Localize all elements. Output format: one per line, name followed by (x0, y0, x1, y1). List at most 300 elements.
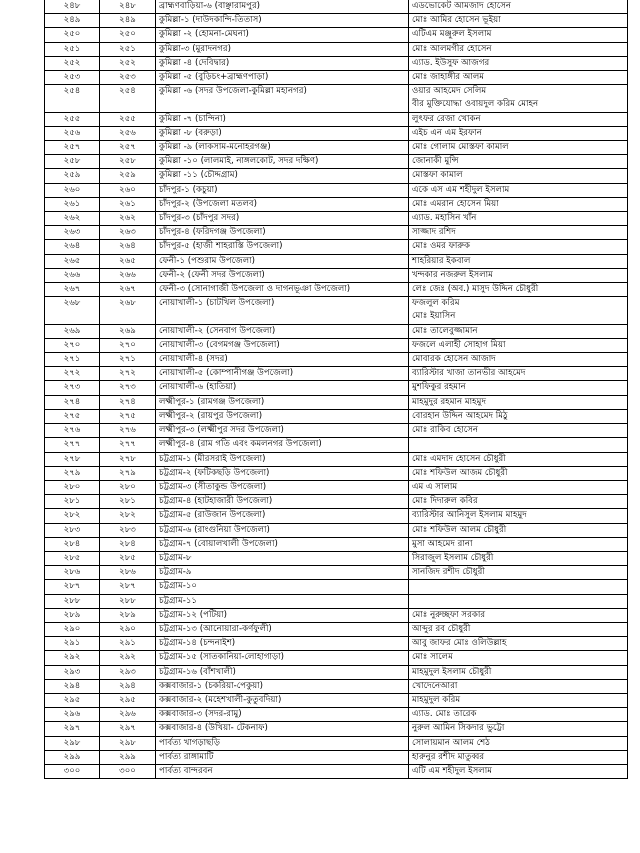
seat-number-cell: ২৮০ (100, 480, 156, 494)
constituency-cell: চট্টগ্রাম-১৬ (বাঁশখালী) (156, 665, 409, 679)
candidate-name: সোলায়মান আলম শেঠ (412, 737, 490, 748)
constituency-cell: চট্টগ্রাম-২ (ফটিকছড়ি উপজেলা) (156, 466, 409, 480)
table-row (45, 409, 628, 423)
serial-cell: ২৯২ (45, 651, 100, 665)
constituency-cell: লক্ষ্মীপুর-১ (রামগঞ্জ উপজেলা) (156, 395, 409, 409)
table-row (45, 169, 628, 183)
serial-cell: ২৭৬ (45, 424, 100, 438)
serial-cell: ২৮৯ (45, 608, 100, 622)
table-row (45, 523, 628, 537)
constituency-cell: কক্সবাজার-৪ (উখিয়া- টেকনাফ) (156, 722, 409, 736)
table-row (45, 254, 628, 268)
table-row (45, 42, 628, 56)
candidate-name: জোনাকী মুন্সি (412, 156, 459, 167)
table-row (45, 424, 628, 438)
constituency-cell: চাঁদপুর-৪ (ফরিদগঞ্জ উপজেলা) (156, 226, 409, 240)
seat-number-cell: ২৯৪ (100, 679, 156, 693)
constituency-cell: চট্টগ্রাম-১৪ (চন্দনাইশ) (156, 637, 409, 651)
constituency-cell: কক্সবাজার-১ (চকরিয়া-পেকুয়া) (156, 679, 409, 693)
constituency-cell: পার্বত্য রাঙ্গামাটি (156, 750, 409, 764)
table-row (45, 71, 628, 85)
candidate-table-body (45, 0, 628, 779)
serial-cell: ২৮৮ (45, 594, 100, 608)
candidate-cell (409, 395, 628, 409)
seat-number-cell: ২৯৩ (100, 665, 156, 679)
candidate-cell (409, 495, 628, 509)
seat-number-cell: ২৭০ (100, 338, 156, 352)
table-row (45, 665, 628, 679)
constituency-cell: চট্টগ্রাম-৭ (বোয়ালখালী উপজেলা) (156, 537, 409, 551)
constituency-cell: চট্টগ্রাম-১১ (156, 594, 409, 608)
candidate-name: এটি এম শহীদুল ইসলাম (412, 765, 492, 776)
serial-cell: ২৯৬ (45, 708, 100, 722)
seat-number-cell: ২৫১ (100, 42, 156, 56)
serial-cell: ২৮৬ (45, 566, 100, 580)
serial-cell: ২৮৭ (45, 580, 100, 594)
candidate-name: মোঃ এমরান হোসেন মিয়া (412, 198, 499, 209)
candidate-name: খোদেনেআরা (412, 680, 458, 691)
serial-cell: ২৫৪ (45, 85, 100, 112)
serial-cell: ২৫৬ (45, 126, 100, 140)
table-row (45, 353, 628, 367)
candidate-cell (409, 424, 628, 438)
table-row (45, 28, 628, 42)
candidate-cell (409, 708, 628, 722)
table-row (45, 736, 628, 750)
candidate-name: আবু জাফর মোঃ ওলিউল্লাহ (412, 638, 507, 649)
seat-number-cell: ২৬৬ (100, 268, 156, 282)
constituency-cell: কুমিল্লা -৭ (চান্দিনা) (156, 112, 409, 126)
constituency-cell: কুমিল্লা -৫ (বুড়িচং+ব্রাহ্মণপাড়া) (156, 71, 409, 85)
candidate-name: মোঃ জাহাঙ্গীর আলম (412, 72, 485, 83)
table-row (45, 750, 628, 764)
constituency-cell: কক্সবাজার-২ (মহেশখালী-কুতুবদিয়া) (156, 693, 409, 707)
candidate-name: খন্দকার নজরুল ইসলাম (412, 269, 493, 280)
constituency-cell: চট্টগ্রাম-৩ (সীতাকুন্ড উপজেলা) (156, 480, 409, 494)
constituency-cell: চট্টগ্রাম-৯ (156, 566, 409, 580)
candidate-name: মোঃ আমির হোসেন ভূইয়া (412, 15, 501, 26)
seat-number-cell: ২৭৯ (100, 466, 156, 480)
table-row (45, 112, 628, 126)
serial-cell: ২৫৭ (45, 141, 100, 155)
candidate-name: মোঃ আলমগীর হোসেন (412, 43, 492, 54)
candidate-name: মাহমুদুল ইসলাম চৌধুরী (412, 666, 492, 677)
table-row (45, 480, 628, 494)
constituency-cell: কুমিল্লা-১ (দাউদকান্দি-তিতাস) (156, 14, 409, 28)
seat-number-cell: ২৫৫ (100, 112, 156, 126)
seat-number-cell: ২৭১ (100, 353, 156, 367)
candidate-name: ব্যারিস্টার খাজা তানভীর আহমেদ (412, 368, 526, 379)
table-row (45, 283, 628, 297)
serial-cell: ৩০০ (45, 764, 100, 778)
candidate-name: ফজলুল করিম (412, 298, 460, 309)
table-row (45, 509, 628, 523)
candidate-cell (409, 353, 628, 367)
candidate-cell (409, 551, 628, 565)
constituency-cell: লক্ষ্মীপুর-২ (রায়পুর উপজেলা) (156, 409, 409, 423)
candidate-name: সাজ্জাদ রশিদ (412, 227, 456, 238)
seat-number-cell: ২৮৮ (100, 594, 156, 608)
candidate-cell (409, 566, 628, 580)
table-row (45, 679, 628, 693)
table-row (45, 395, 628, 409)
constituency-cell: চট্টগ্রাম-৮ (156, 551, 409, 565)
candidate-name: মুশফিকুর রহমান (412, 382, 466, 393)
candidate-name: শাহরিয়ার ইকবাল (412, 255, 471, 266)
table-row (45, 466, 628, 480)
serial-cell: ২৬২ (45, 212, 100, 226)
seat-number-cell: ২৯৯ (100, 750, 156, 764)
candidate-name: এডভোকেট আমজাদ হোসেন (412, 1, 512, 11)
candidate-name: মোঃ নুরুচ্ছফা সরকার (412, 609, 486, 620)
candidate-cell (409, 169, 628, 183)
serial-cell: ২৯৮ (45, 736, 100, 750)
constituency-cell: নোয়াখালী-৬ (হাতিয়া) (156, 381, 409, 395)
candidate-name: লুৎফর রেজা খোকন (412, 113, 481, 124)
constituency-cell: কুমিল্লা -১১ (চৌদ্দগ্রাম) (156, 169, 409, 183)
constituency-cell: লক্ষ্মীপুর-৩ (লক্ষ্মীপুর সদর উপজেলা) (156, 424, 409, 438)
serial-cell: ২৬৮ (45, 297, 100, 324)
constituency-cell: কুমিল্লা -২ (হোমনা-মেঘনা) (156, 28, 409, 42)
candidate-name: মোঃ তালেবুজ্জামান (412, 325, 478, 336)
table-row (45, 693, 628, 707)
candidate-cell (409, 268, 628, 282)
constituency-cell: নোয়াখালী-১ (চাটখিল উপজেলা) (156, 297, 409, 324)
seat-number-cell: ২৬৪ (100, 240, 156, 254)
constituency-cell: চাঁদপুর-১ (কচুয়া) (156, 183, 409, 197)
candidate-cell (409, 764, 628, 778)
candidate-cell (409, 14, 628, 28)
candidate-name: মোঃ ইয়াসিন (412, 311, 456, 322)
candidate-cell (409, 85, 628, 112)
seat-number-cell: ২৯১ (100, 637, 156, 651)
table-row (45, 141, 628, 155)
candidate-name: এইচ এন এম ইরফান (412, 127, 482, 138)
candidate-cell (409, 409, 628, 423)
table-row (45, 324, 628, 338)
seat-number-cell: ২৫৪ (100, 85, 156, 112)
serial-cell: ২৫৩ (45, 71, 100, 85)
table-row (45, 14, 628, 28)
candidate-name: আব্দুর রব চৌধুরী (412, 623, 471, 634)
table-row (45, 608, 628, 622)
table-row (45, 764, 628, 778)
candidate-cell (409, 240, 628, 254)
table-row (45, 85, 628, 112)
candidate-cell (409, 0, 628, 14)
candidate-name: নুরুল আমিন সিকদার ভুট্টো (412, 723, 505, 734)
seat-number-cell: ২৫৯ (100, 169, 156, 183)
serial-cell: ২৪৯ (45, 14, 100, 28)
candidate-name: ওয়ার আহমেদ সেলিম (412, 86, 487, 97)
serial-cell: ২৮১ (45, 495, 100, 509)
candidate-name: মুসা আহমেদ রানা (412, 538, 473, 549)
serial-cell: ২৯১ (45, 637, 100, 651)
candidate-cell (409, 56, 628, 70)
serial-cell: ২৫১ (45, 42, 100, 56)
serial-cell: ২৬১ (45, 197, 100, 211)
candidate-cell (409, 141, 628, 155)
candidate-cell (409, 509, 628, 523)
candidate-name: এ্যাড. ইউসুফ আজগর (412, 57, 490, 68)
serial-cell: ২৫৫ (45, 112, 100, 126)
candidate-cell (409, 438, 628, 452)
seat-number-cell: ২৯৭ (100, 722, 156, 736)
candidate-cell (409, 722, 628, 736)
serial-cell: ২৯৪ (45, 679, 100, 693)
candidate-cell (409, 537, 628, 551)
seat-number-cell: ২৯২ (100, 651, 156, 665)
serial-cell: ২৫৯ (45, 169, 100, 183)
serial-cell: ২৯৭ (45, 722, 100, 736)
serial-cell: ২৯০ (45, 622, 100, 636)
seat-number-cell: ২৯৫ (100, 693, 156, 707)
table-row (45, 452, 628, 466)
seat-number-cell: ২৬৫ (100, 254, 156, 268)
candidate-cell (409, 594, 628, 608)
serial-cell: ২৫৮ (45, 155, 100, 169)
serial-cell: ২৫২ (45, 56, 100, 70)
constituency-cell: কুমিল্লা -৪ (দেবিদ্বার) (156, 56, 409, 70)
candidate-list-sheet (44, 0, 627, 779)
seat-number-cell: ২৭৭ (100, 438, 156, 452)
candidate-cell (409, 324, 628, 338)
serial-cell: ২৯৫ (45, 693, 100, 707)
constituency-cell: নোয়াখালী-৫ (কোম্পানীগঞ্জ উপজেলা) (156, 367, 409, 381)
constituency-cell: নোয়াখালী-৪ (সদর) (156, 353, 409, 367)
seat-number-cell: ২৭৩ (100, 381, 156, 395)
candidate-name: মোঃ দিদারুল কবির (412, 496, 478, 507)
table-row (45, 580, 628, 594)
seat-number-cell: ২৮৯ (100, 608, 156, 622)
candidate-cell (409, 183, 628, 197)
candidate-cell (409, 226, 628, 240)
candidate-name: মাহমুদুর রহমান মাহমুদ (412, 396, 486, 407)
seat-number-cell: ২৮৭ (100, 580, 156, 594)
table-row (45, 183, 628, 197)
serial-cell: ২৭৪ (45, 395, 100, 409)
candidate-name: মোঃ শফিউল আলম চৌধুরী (412, 524, 507, 535)
table-row (45, 495, 628, 509)
constituency-cell: লক্ষ্মীপুর-৪ (রাম গতি এবং কমলনগর উপজেলা) (156, 438, 409, 452)
candidate-name: ফজলে এলাহী সোহাগ মিয়া (412, 339, 506, 350)
seat-number-cell: ২৫৮ (100, 155, 156, 169)
candidate-name: বোরহান উদ্দিন আহমেদ মিঠু (412, 410, 508, 421)
candidate-cell (409, 283, 628, 297)
candidate-name: এ্যাড. মোঃ তারেক (412, 709, 477, 720)
serial-cell: ২৬৪ (45, 240, 100, 254)
table-row (45, 651, 628, 665)
constituency-cell: কুমিল্লা-৩ (মুরাদনগর) (156, 42, 409, 56)
candidate-cell (409, 212, 628, 226)
table-row (45, 212, 628, 226)
constituency-cell: ফেনী-১ (পশুরাম উপজেলা) (156, 254, 409, 268)
candidate-cell (409, 608, 628, 622)
candidate-cell (409, 155, 628, 169)
candidate-cell (409, 71, 628, 85)
constituency-cell: চট্টগ্রাম-৫ (রাউজান উপজেলা) (156, 509, 409, 523)
candidate-name: মোস্তফা কামাল (412, 170, 463, 181)
constituency-cell: চট্টগ্রাম-১২ (পটিয়া) (156, 608, 409, 622)
seat-number-cell: ২৮৪ (100, 537, 156, 551)
candidate-cell (409, 750, 628, 764)
serial-cell: ২৬৩ (45, 226, 100, 240)
seat-number-cell: ২৮৩ (100, 523, 156, 537)
seat-number-cell: ৩০০ (100, 764, 156, 778)
table-row (45, 551, 628, 565)
table-row (45, 56, 628, 70)
candidate-cell (409, 126, 628, 140)
serial-cell: ২৬৭ (45, 283, 100, 297)
constituency-cell: চাঁদপুর-৫ (হাজী শাহরাস্তি উপজেলা) (156, 240, 409, 254)
seat-number-cell: ২৪৯ (100, 14, 156, 28)
candidate-name: সিরাজুল ইসলাম চৌধুরী (412, 552, 494, 563)
candidate-cell (409, 28, 628, 42)
seat-number-cell: ২৫০ (100, 28, 156, 42)
serial-cell: ২৭৩ (45, 381, 100, 395)
seat-number-cell: ২৭৬ (100, 424, 156, 438)
candidate-name: বীর মুক্তিযোদ্ধা ওবায়দুল করিম মোহন (412, 99, 539, 110)
candidate-cell (409, 466, 628, 480)
candidate-cell (409, 197, 628, 211)
seat-number-cell: ২৮১ (100, 495, 156, 509)
table-row (45, 708, 628, 722)
candidate-cell (409, 736, 628, 750)
constituency-cell: নোয়াখালী-২ (সেনবাগ উপজেলা) (156, 324, 409, 338)
seat-number-cell: ২৬৩ (100, 226, 156, 240)
constituency-cell: চাঁদপুর-৩ (চাঁদপুর সদর) (156, 212, 409, 226)
seat-number-cell: ২৪৮ (100, 0, 156, 14)
table-row (45, 537, 628, 551)
serial-cell: ২৮৩ (45, 523, 100, 537)
candidate-cell (409, 367, 628, 381)
candidate-cell (409, 297, 628, 324)
candidate-name: ব্যারিস্টার আনিসুল ইসলাম মাহমুদ (412, 510, 527, 521)
serial-cell: ২৬৫ (45, 254, 100, 268)
serial-cell: ২৭৮ (45, 452, 100, 466)
serial-cell: ২৭১ (45, 353, 100, 367)
serial-cell: ২৭৭ (45, 438, 100, 452)
candidate-cell (409, 665, 628, 679)
candidate-cell (409, 580, 628, 594)
table-row (45, 381, 628, 395)
serial-cell: ২৭০ (45, 338, 100, 352)
seat-number-cell: ২৬৮ (100, 297, 156, 324)
candidate-name: মোঃ গোলাম মোস্তফা কামাল (412, 142, 509, 153)
candidate-cell (409, 480, 628, 494)
serial-cell: ২৫০ (45, 28, 100, 42)
table-row (45, 367, 628, 381)
serial-cell: ২৮৪ (45, 537, 100, 551)
candidate-table (44, 0, 628, 779)
serial-cell: ২৪৮ (45, 0, 100, 14)
candidate-cell (409, 651, 628, 665)
table-row (45, 226, 628, 240)
constituency-cell: চট্টগ্রাম-১৫ (সাতকানিয়া-লোহাগাড়া) (156, 651, 409, 665)
constituency-cell: চট্টগ্রাম-১৩ (আনোয়ারা-কর্ণফুলী) (156, 622, 409, 636)
constituency-cell: কুমিল্লা -৮ (বরুড়া) (156, 126, 409, 140)
candidate-name: এটিএম মঞ্জুরুল ইসলাম (412, 29, 492, 40)
seat-number-cell: ২৫৭ (100, 141, 156, 155)
candidate-name: লেঃ জেঃ (অব.) মাসুদ উদ্দিন চৌধুরী (412, 284, 539, 295)
candidate-cell (409, 112, 628, 126)
table-row (45, 155, 628, 169)
table-row (45, 197, 628, 211)
seat-number-cell: ২৮৫ (100, 551, 156, 565)
constituency-cell: পার্বত্য বান্দরবন (156, 764, 409, 778)
seat-number-cell: ২৫৩ (100, 71, 156, 85)
table-row (45, 126, 628, 140)
seat-number-cell: ২৫৬ (100, 126, 156, 140)
serial-cell: ২৮৫ (45, 551, 100, 565)
table-row (45, 594, 628, 608)
table-row (45, 438, 628, 452)
candidate-name: মোবারক হোসেন আজাদ (412, 354, 496, 365)
seat-number-cell: ২৮২ (100, 509, 156, 523)
candidate-name: সানজিদ রশীদ চৌধুরী (412, 567, 485, 578)
candidate-name: হারুনুর রশীদ মাতুব্বর (412, 751, 485, 762)
candidate-name: মোঃ শফিউল আজম চৌধুরী (412, 467, 508, 478)
seat-number-cell: ২৭৮ (100, 452, 156, 466)
candidate-name: মাহমুদুল করিম (412, 694, 461, 705)
candidate-name: এম এ সালাম (412, 481, 458, 492)
constituency-cell: ব্রাহ্মণবাড়িয়া-৬ (বাঞ্ছারামপুর) (156, 0, 409, 14)
constituency-cell: ফেনী-২ (ফেনী সদর উপজেলা) (156, 268, 409, 282)
table-row (45, 722, 628, 736)
seat-number-cell: ২৭২ (100, 367, 156, 381)
candidate-name: মোঃ এমদাদ হোসেন চৌধুরী (412, 453, 506, 464)
seat-number-cell: ২৬৯ (100, 324, 156, 338)
seat-number-cell: ২৬৭ (100, 283, 156, 297)
seat-number-cell: ২৭৫ (100, 409, 156, 423)
constituency-cell: চট্টগ্রাম-১ (মীরসরাই উপজেলা) (156, 452, 409, 466)
serial-cell: ২৯৯ (45, 750, 100, 764)
table-row (45, 0, 628, 14)
constituency-cell: পার্বত্য খাগড়াছড়ি (156, 736, 409, 750)
constituency-cell: নোয়াখালী-৩ (বেগমগঞ্জ উপজেলা) (156, 338, 409, 352)
constituency-cell: চট্টগ্রাম-৪ (হাটহাজারী উপজেলা) (156, 495, 409, 509)
seat-number-cell: ২৫২ (100, 56, 156, 70)
candidate-name: এ্যাড. মহাসিন খাঁন (412, 213, 477, 224)
seat-number-cell: ২৬১ (100, 197, 156, 211)
seat-number-cell: ২৭৪ (100, 395, 156, 409)
candidate-name: একে এস এম শহীদুল ইসলাম (412, 184, 510, 195)
candidate-cell (409, 338, 628, 352)
seat-number-cell: ২৬২ (100, 212, 156, 226)
table-row (45, 622, 628, 636)
table-row (45, 338, 628, 352)
candidate-cell (409, 254, 628, 268)
serial-cell: ২৭২ (45, 367, 100, 381)
serial-cell: ২৮২ (45, 509, 100, 523)
candidate-cell (409, 679, 628, 693)
candidate-cell (409, 452, 628, 466)
seat-number-cell: ২৯৬ (100, 708, 156, 722)
constituency-cell: কুমিল্লা -৯ (লাকসাম-মনোহরগঞ্জ) (156, 141, 409, 155)
candidate-name: মোঃ ওমর ফারুক (412, 241, 470, 252)
table-row (45, 240, 628, 254)
serial-cell: ২৬৯ (45, 324, 100, 338)
candidate-cell (409, 381, 628, 395)
serial-cell: ২৯৩ (45, 665, 100, 679)
serial-cell: ২৬০ (45, 183, 100, 197)
table-row (45, 566, 628, 580)
candidate-cell (409, 523, 628, 537)
constituency-cell: চট্টগ্রাম-৬ (রাংগুনিয়া উপজেলা) (156, 523, 409, 537)
seat-number-cell: ২৯০ (100, 622, 156, 636)
constituency-cell: চাঁদপুর-২ (উপজেলা মতলব) (156, 197, 409, 211)
candidate-cell (409, 637, 628, 651)
